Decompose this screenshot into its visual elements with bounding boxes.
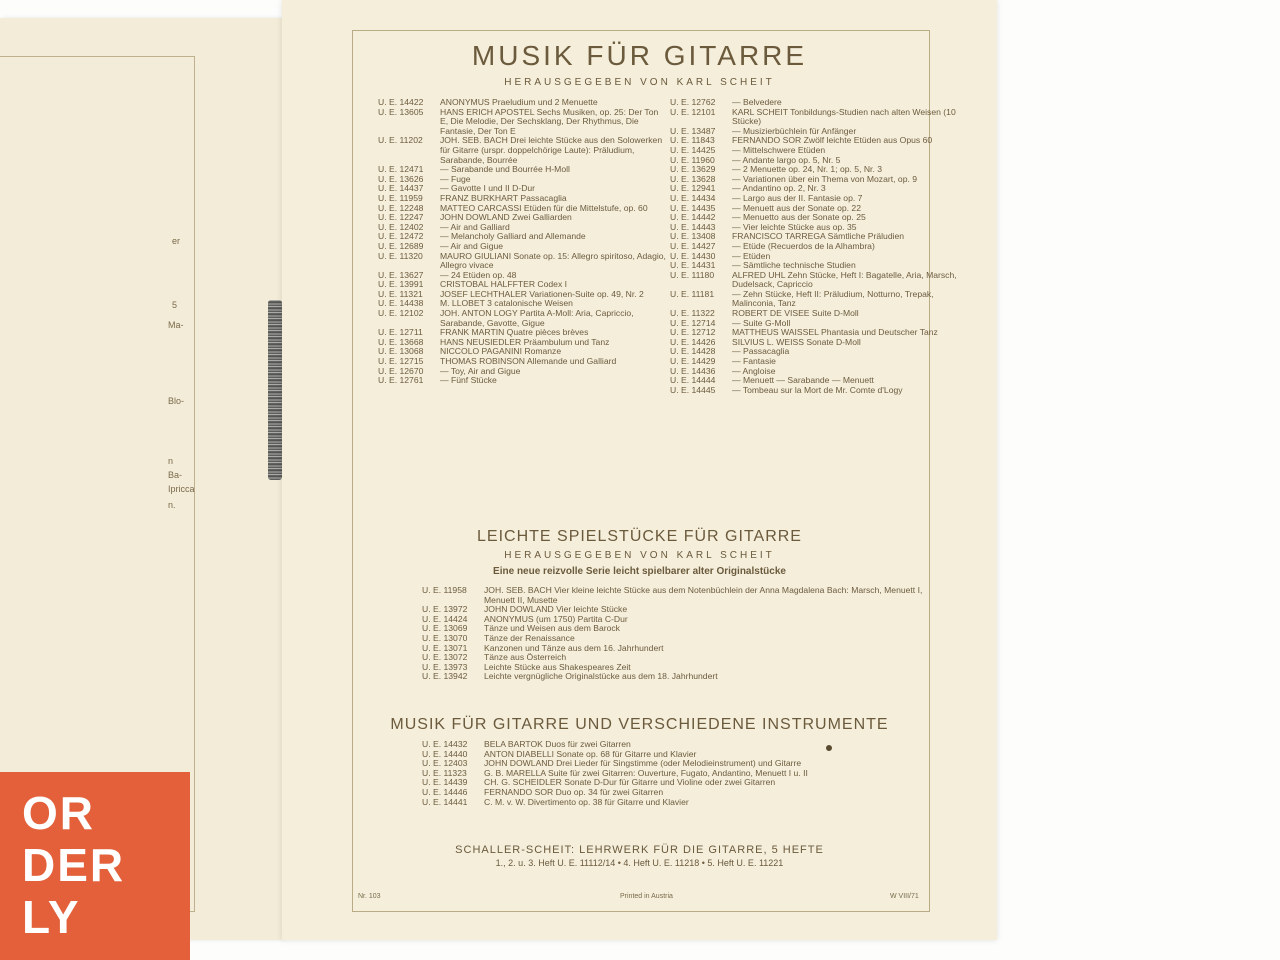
catalog-title: — Air and Gigue [440, 240, 504, 251]
catalog-title: — Melancholy Galliard and Allemande [440, 231, 586, 242]
catalog-number: U. E. 13668 [378, 336, 424, 347]
catalog-number: U. E. 14436 [670, 365, 716, 376]
catalog-number: U. E. 14442 [670, 212, 716, 223]
left-fragment: Ipricca [168, 484, 195, 494]
catalog-number: U. E. 13068 [378, 346, 424, 357]
catalog-title: — Toy, Air and Gigue [440, 365, 521, 376]
orderly-logo [0, 772, 190, 960]
ink-dot [826, 745, 832, 751]
catalog-number: U. E. 14427 [670, 240, 716, 251]
catalog-number: U. E. 11321 [378, 288, 423, 299]
catalog-title: BELA BARTOK Duos für zwei Gitarren [484, 739, 631, 749]
catalog-number: U. E. 12472 [378, 231, 424, 242]
catalog-title: JOH. SEB. BACH Drei leichte Stücke aus den Solowerken für Gitarre (urspr. doppelchörige Laute): Präludium, Sarabande, Bourrée [440, 135, 663, 165]
catalog-number: U. E. 14425 [670, 144, 716, 155]
catalog-number: U. E. 13408 [670, 231, 716, 242]
catalog-title: — Menuett aus der Sonate op. 22 [732, 202, 861, 213]
catalog-number: U. E. 14439 [422, 777, 468, 788]
catalog-number: U. E. 11959 [378, 192, 423, 203]
catalog-number: U. E. 14422 [378, 97, 424, 107]
section-title-ensemble: MUSIK FÜR GITARRE UND VERSCHIEDENE INSTRUMENTE [390, 716, 889, 733]
catalog-number: U. E. 13973 [422, 661, 468, 672]
catalog-title: JOH. SEB. BACH Vier kleine leichte Stücke aus dem Notenbüchlein der Anna Magdalena Bach: Marsch, Menuett I, Menuett II, Musette [484, 585, 923, 605]
catalog-number: U. E. 11323 [422, 767, 467, 778]
catalog-number: U. E. 14440 [422, 748, 468, 759]
catalog-number: U. E. 14443 [670, 221, 716, 232]
print-number: Nr. 103 [358, 893, 381, 900]
catalog-title: — Passacaglia [732, 346, 790, 357]
catalog-title: — Andante largo op. 5, Nr. 5 [732, 154, 841, 165]
catalog-title: — Belvedere [732, 97, 782, 107]
catalog-title: ANONYMUS (um 1750) Partita C-Dur [484, 613, 628, 624]
catalog-title: — Sämtliche technische Studien [732, 260, 856, 271]
catalog-number: U. E. 12403 [422, 758, 468, 769]
catalog-title: — Tombeau sur la Mort de Mr. Comte d'Logy [732, 384, 903, 395]
catalog-title: ANTON DIABELLI Sonate op. 68 für Gitarre und Klavier [484, 748, 697, 759]
catalog-number: U. E. 12247 [378, 212, 424, 223]
catalog-title: FRANK MARTIN Quatre pièces brèves [440, 327, 589, 338]
catalog-number: U. E. 12102 [378, 308, 424, 319]
left-fragment: Blo- [168, 396, 185, 406]
catalog-number: U. E. 11322 [670, 308, 715, 319]
catalog-number: U. E. 14432 [422, 739, 468, 749]
catalog-title: M. LLOBET 3 catalonische Weisen [440, 298, 573, 309]
catalog-title: — Menuett — Sarabande — Menuett [732, 375, 874, 386]
catalog-title: C. M. v. W. Divertimento op. 38 für Gitarre und Klavier [484, 796, 689, 807]
catalog-number: U. E. 11960 [670, 154, 715, 165]
catalog-number: U. E. 12670 [378, 365, 424, 376]
catalog-entry [670, 108, 960, 127]
logo-line: OR [22, 787, 95, 839]
catalog-number: U. E. 11180 [670, 269, 715, 280]
catalog-number: U. E. 13629 [670, 164, 716, 175]
catalog-title: Leichte vergnügliche Originalstücke aus dem 18. Jahrhundert [484, 671, 718, 682]
catalog-number: U. E. 11320 [378, 250, 423, 261]
catalog-title: HANS NEUSIEDLER Präambulum und Tanz [440, 336, 610, 347]
catalog-title: CRISTOBAL HALFFTER Codex I [440, 279, 568, 290]
catalog-number: U. E. 12689 [378, 240, 424, 251]
catalog-title: CH. G. SCHEIDLER Sonate D-Dur für Gitarre und Violine oder zwei Gitarren [484, 777, 776, 788]
catalog-entry [378, 376, 666, 386]
catalog-entry [378, 108, 666, 137]
catalog-title: — Andantino op. 2, Nr. 3 [732, 183, 826, 194]
catalog-title: MAURO GIULIANI Sonate op. 15: Allegro spiritoso, Adagio, Allegro vivace [440, 250, 666, 271]
catalog-number: U. E. 13070 [422, 632, 468, 643]
catalog-column-left [378, 98, 666, 386]
catalog-title: FERNANDO SOR Zwölf leichte Etüden aus Opus 60 [732, 135, 933, 146]
catalog-number: U. E. 13991 [378, 279, 424, 290]
catalog-number: U. E. 14426 [670, 336, 716, 347]
catalog-number: U. E. 12714 [670, 317, 716, 328]
catalog-title: Tänze der Renaissance [484, 632, 575, 643]
catalog-number: U. E. 13071 [422, 642, 468, 653]
easy-pieces-list [422, 586, 942, 682]
section-subtitle-easy-pieces: HERAUSGEGEBEN VON KARL SCHEIT [504, 550, 775, 561]
catalog-title: — Angloise [732, 365, 776, 376]
catalog-title: — Variationen über ein Thema von Mozart, op. 9 [732, 173, 918, 184]
catalog-title: FRANCISCO TARREGA Sämtliche Präludien [732, 231, 905, 242]
catalog-number: U. E. 14446 [422, 786, 468, 797]
catalog-title: FERNANDO SOR Duo op. 34 für zwei Gitarren [484, 786, 664, 797]
catalog-title: — Fuge [440, 173, 471, 184]
page-title: MUSIK FÜR GITARRE [471, 40, 808, 71]
catalog-number: U. E. 11843 [670, 135, 715, 146]
left-fragment: Ba- [168, 470, 183, 480]
catalog-number: U. E. 14424 [422, 613, 468, 624]
catalog-number: U. E. 14444 [670, 375, 716, 386]
catalog-title: — Fantasie [732, 356, 776, 367]
catalog-number: U. E. 12101 [670, 106, 716, 117]
logo-line: DER [22, 839, 126, 891]
catalog-title: THOMAS ROBINSON Allemande und Galliard [440, 356, 617, 367]
catalog-title: Leichte Stücke aus Shakespeares Zeit [484, 661, 631, 672]
catalog-entry [670, 271, 960, 290]
catalog-title: — Suite G-Moll [732, 317, 791, 328]
catalog-number: U. E. 12712 [670, 327, 716, 338]
ensemble-list [422, 740, 942, 807]
catalog-title: JOHN DOWLAND Zwei Galliarden [440, 212, 572, 223]
catalog-number: U. E. 13942 [422, 671, 468, 682]
logo-line: LY [22, 891, 81, 943]
catalog-title: — 2 Menuette op. 24, Nr. 1; op. 5, Nr. 3 [732, 164, 882, 175]
catalog-number: U. E. 13972 [422, 604, 468, 615]
catalog-title: — Fünf Stücke [440, 375, 497, 386]
catalog-entry [378, 136, 666, 165]
catalog-entry [422, 672, 942, 682]
catalog-column-right [670, 98, 960, 395]
left-fragment: 5 [172, 300, 178, 310]
catalog-title: SILVIUS L. WEISS Sonate D-Moll [732, 336, 861, 347]
catalog-title: NICCOLO PAGANINI Romanze [440, 346, 562, 357]
section-tagline: Eine neue reizvolle Serie leicht spielbarer alter Originalstücke [493, 566, 786, 577]
catalog-title: KARL SCHEIT Tonbildungs-Studien nach alten Weisen (10 Stücke) [732, 106, 956, 127]
catalog-title: JOSEF LECHTHALER Variationen-Suite op. 49, Nr. 2 [440, 288, 644, 299]
catalog-number: U. E. 14445 [670, 384, 716, 395]
left-fragment: Ma- [168, 320, 184, 330]
catalog-number: U. E. 12248 [378, 202, 424, 213]
catalog-title: — Etüde (Recuerdos de la Alhambra) [732, 240, 875, 251]
catalog-entry [670, 386, 960, 396]
catalog-title: — Zehn Stücke, Heft II: Präludium, Notturno, Trepak, Malinconia, Tanz [732, 288, 934, 309]
catalog-title: Tänze und Weisen aus dem Barock [484, 623, 620, 634]
catalog-number: U. E. 13487 [670, 125, 716, 136]
footer-method-parts: 1., 2. u. 3. Heft U. E. 11112/14 • 4. Heft U. E. 11218 • 5. Heft U. E. 11221 [495, 858, 784, 868]
catalog-title: — Largo aus der II. Fantasie op. 7 [732, 192, 863, 203]
catalog-number: U. E. 14438 [378, 298, 424, 309]
catalog-number: U. E. 13605 [378, 106, 424, 117]
catalog-number: U. E. 14431 [670, 260, 716, 271]
catalog-number: U. E. 13069 [422, 623, 468, 634]
catalog-title: — Mittelschwere Etüden [732, 144, 826, 155]
catalog-number: U. E. 13626 [378, 173, 424, 184]
catalog-number: U. E. 13628 [670, 173, 716, 184]
catalog-number: U. E. 12762 [670, 97, 716, 107]
catalog-number: U. E. 12761 [378, 375, 424, 386]
catalog-number: U. E. 13627 [378, 269, 424, 280]
print-code: W VIII/71 [890, 893, 919, 900]
catalog-number: U. E. 11202 [378, 135, 423, 146]
catalog-title: — Etüden [732, 250, 771, 261]
catalog-entry [422, 798, 942, 808]
catalog-title: — Air and Galliard [440, 221, 510, 232]
catalog-title: — Vier leichte Stücke aus op. 35 [732, 221, 857, 232]
catalog-title: FRANZ BURKHART Passacaglia [440, 192, 567, 203]
catalog-title: MATTHEUS WAISSEL Phantasia und Deutscher Tanz [732, 327, 938, 338]
catalog-number: U. E. 11958 [422, 585, 467, 595]
catalog-entry [670, 290, 960, 309]
catalog-number: U. E. 12402 [378, 221, 424, 232]
catalog-title: — Musizierbüchlein für Anfänger [732, 125, 857, 136]
catalog-title: HANS ERICH APOSTEL Sechs Musiken, op. 25: Der Ton E, Die Melodie, Der Sechsklang, Der Rhythmus, Die Fantasie, Der Ton E [440, 106, 659, 136]
binding-spiral [268, 300, 282, 480]
catalog-entry [422, 586, 942, 605]
catalog-title: JOHN DOWLAND Drei Lieder für Singstimme (oder Melodieinstrument) und Gitarre [484, 758, 802, 769]
main-page [282, 0, 997, 940]
printed-in: Printed in Austria [620, 893, 673, 900]
left-fragment: n. [168, 500, 176, 510]
catalog-title: ALFRED UHL Zehn Stücke, Heft I: Bagatelle, Aria, Marsch, Dudelsack, Capriccio [732, 269, 957, 290]
catalog-number: U. E. 12711 [378, 327, 423, 338]
catalog-number: U. E. 14437 [378, 183, 424, 194]
catalog-number: U. E. 14441 [422, 796, 468, 807]
catalog-title: MATTEO CARCASSI Etüden für die Mittelstufe, op. 60 [440, 202, 648, 213]
catalog-number: U. E. 12941 [670, 183, 716, 194]
catalog-number: U. E. 13072 [422, 652, 468, 663]
catalog-title: — 24 Etüden op. 48 [440, 269, 517, 280]
catalog-title: — Sarabande und Bourrée H-Moll [440, 164, 570, 175]
catalog-number: U. E. 14434 [670, 192, 716, 203]
catalog-title: JOH. ANTON LOGY Partita A-Moll: Aria, Capriccio, Sarabande, Gavotte, Gigue [440, 308, 634, 328]
catalog-number: U. E. 12715 [378, 356, 424, 367]
catalog-number: U. E. 14435 [670, 202, 716, 213]
catalog-number: U. E. 14429 [670, 356, 716, 367]
catalog-number: U. E. 12471 [378, 164, 424, 175]
catalog-title: — Menuetto aus der Sonate op. 25 [732, 212, 866, 223]
catalog-number: U. E. 14430 [670, 250, 716, 261]
section-title-easy-pieces: LEICHTE SPIELSTÜCKE FÜR GITARRE [477, 528, 802, 545]
catalog-title: G. B. MARELLA Suite für zwei Gitarren: Ouverture, Fugato, Andantino, Menuett I u. II [484, 767, 808, 778]
catalog-title: Kanzonen und Tänze aus dem 16. Jahrhundert [484, 642, 664, 653]
catalog-title: JOHN DOWLAND Vier leichte Stücke [484, 604, 628, 615]
catalog-title: ROBERT DE VISEE Suite D-Moll [732, 308, 859, 319]
left-fragment: n [168, 456, 174, 466]
catalog-entry [378, 252, 666, 271]
catalog-number: U. E. 11181 [670, 288, 715, 299]
catalog-number: U. E. 14428 [670, 346, 716, 357]
catalog-entry [378, 309, 666, 328]
catalog-title: ANONYMUS Praeludium und 2 Menuette [440, 97, 598, 107]
footer-method-title: SCHALLER-SCHEIT: LEHRWERK FÜR DIE GITARRE, 5 HEFTE [455, 844, 824, 856]
catalog-title: Tänze aus Österreich [484, 652, 567, 663]
catalog-title: — Gavotte I und II D-Dur [440, 183, 536, 194]
left-fragment: er [172, 236, 181, 246]
page-subtitle: HERAUSGEGEBEN VON KARL SCHEIT [504, 77, 775, 88]
